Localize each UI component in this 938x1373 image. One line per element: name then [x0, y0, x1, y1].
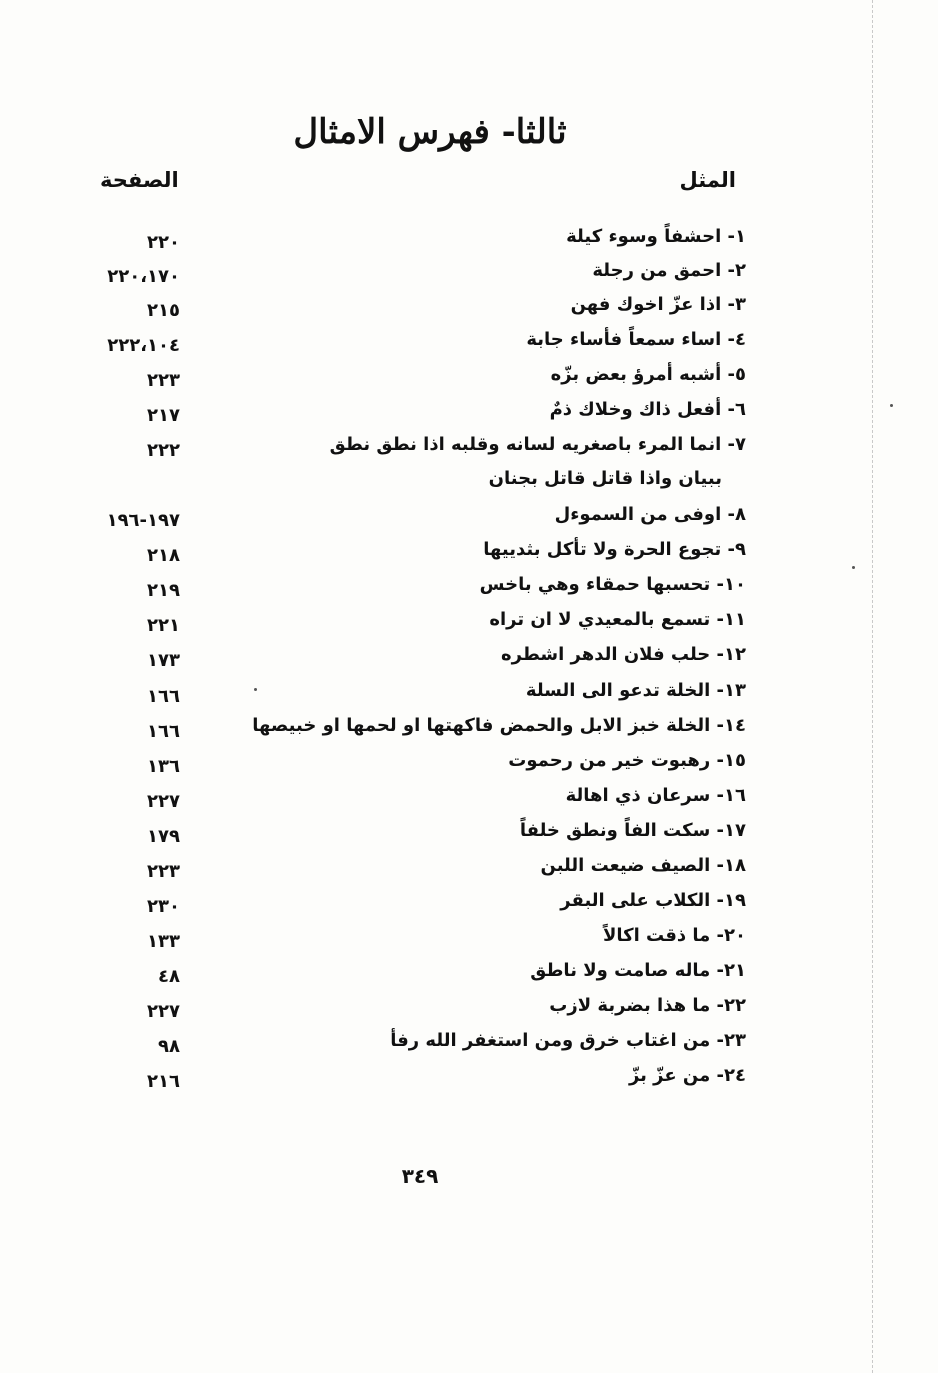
index-entry: [0, 991, 938, 1025]
index-entry: [0, 851, 938, 885]
proverb-text: ٢٠- ما ذقت اكالاً: [602, 925, 746, 946]
index-entry: [0, 640, 938, 674]
proverb-text: ١٨- الصيف ضيعت اللبن: [540, 855, 746, 876]
index-entry: [0, 746, 938, 780]
page-reference: ٢٢٧: [147, 1001, 180, 1022]
proverb-text: ١٢- حلب فلان الدهر اشطره: [501, 644, 746, 665]
proverb-text: ١٣- الخلة تدعو الى السلة: [525, 680, 746, 701]
page-reference: ٢٢٢،١٠٤: [107, 335, 180, 356]
proverb-continuation: ببيان واذا قاتل قاتل بجنان: [488, 468, 722, 489]
page-reference: ٢٢٧: [147, 791, 180, 812]
proverb-column-header: المثل: [679, 168, 736, 192]
page-reference: ٤٨: [158, 966, 180, 987]
index-entry: [0, 256, 938, 290]
page-reference: ٢١٥: [147, 300, 180, 321]
page-reference: ١٣٣: [147, 931, 180, 952]
page-reference: ٢٣٠: [147, 896, 180, 917]
proverb-text: ٤- اساء سمعاً فأساء جابة: [526, 329, 746, 350]
proverb-text: ١٩- الكلاب على البقر: [560, 890, 746, 911]
proverb-text: ٢٤- من عزّ بزّ: [628, 1065, 746, 1086]
page-number: ٣٤٩: [401, 1164, 439, 1188]
page-title: ثالثا- فهرس الامثال: [293, 112, 567, 152]
page-reference: ٢٢٠: [147, 232, 180, 253]
page-reference: ٢١٧: [147, 405, 180, 426]
proverb-text: ٥- أشبه أمرؤ بعض بزّه: [550, 364, 746, 385]
index-entry: [0, 956, 938, 990]
page-reference: ٢١٩: [147, 580, 180, 601]
index-entry: [0, 1061, 938, 1095]
page-reference: ٢٢٠،١٧٠: [107, 266, 180, 287]
index-entry: [0, 711, 938, 745]
index-entry: [0, 360, 938, 394]
page-reference: ٢٢٣: [147, 370, 180, 391]
proverb-text: ١٥- رهبوت خير من رحموت: [508, 750, 746, 771]
index-entry: [0, 222, 938, 256]
page-reference: ١٣٦: [147, 756, 180, 777]
proverb-text: ١٧- سكت الفاً ونطق خلفاً: [519, 820, 746, 841]
index-entry: [0, 605, 938, 639]
proverb-text: ٩- تجوع الحرة ولا تأكل بثدييها: [483, 539, 746, 560]
proverb-text: ٨- اوفى من السموءل: [554, 504, 746, 525]
index-entry: [0, 535, 938, 569]
index-entry: [0, 290, 938, 324]
proverb-text: ١٦- سرعان ذي اهالة: [565, 785, 746, 806]
index-entry: [0, 395, 938, 429]
proverb-text: ١١- تسمع بالمعيدي لا ان تراه: [489, 609, 746, 630]
page-reference: ٢٢١: [147, 615, 180, 636]
proverb-text: ١٤- الخلة خبز الابل والحمض فاكهتها او لحمها او خبيصها: [252, 715, 746, 736]
speck: [254, 688, 257, 691]
index-entry: [0, 500, 938, 534]
page-reference: ٩٨: [158, 1036, 180, 1057]
index-entry: [0, 676, 938, 710]
proverb-text: ١- احشفاً وسوء كيلة: [566, 226, 746, 247]
page-reference: ١٧٣: [147, 650, 180, 671]
proverb-text: ٢١- ماله صامت ولا ناطق: [530, 960, 746, 981]
page-reference: ٢١٨: [147, 545, 180, 566]
index-entry: [0, 816, 938, 850]
proverb-text: ٢٢- ما هذا بضربة لازب: [549, 995, 746, 1016]
page-column-header: الصفحة: [100, 168, 179, 192]
page-reference: ١٦٦: [147, 721, 180, 742]
proverb-text: ٢- احمق من رجلة: [592, 260, 746, 281]
proverb-text: ٦- أفعل ذاك وخلاك ذمٌ: [549, 399, 746, 420]
index-entry: [0, 570, 938, 604]
page-reference: ٢٢٣: [147, 861, 180, 882]
index-entry: [0, 325, 938, 359]
proverb-text: ١٠- تحسبها حمقاء وهي باخس: [479, 574, 746, 595]
speck: [852, 566, 855, 569]
index-entry: [0, 430, 938, 489]
proverb-text: ٢٣- من اغتاب خرق ومن استغفر الله رفأ: [390, 1030, 746, 1051]
proverb-text: ٣- اذا عزّ اخوك فهن: [570, 294, 746, 315]
page-reference: ١٦٦: [147, 686, 180, 707]
proverb-text: ٧- انما المرء باصغريه لسانه وقلبه اذا نطق نطق: [329, 434, 746, 455]
index-entry: [0, 886, 938, 920]
index-entry: [0, 921, 938, 955]
page-reference: ٢٢٢: [147, 440, 180, 461]
index-entry: [0, 1026, 938, 1060]
index-entry: [0, 781, 938, 815]
page-reference: ١٩٧-١٩٦: [106, 510, 180, 531]
page-reference: ١٧٩: [147, 826, 180, 847]
speck: [890, 404, 893, 407]
page-reference: ٢١٦: [147, 1071, 180, 1092]
